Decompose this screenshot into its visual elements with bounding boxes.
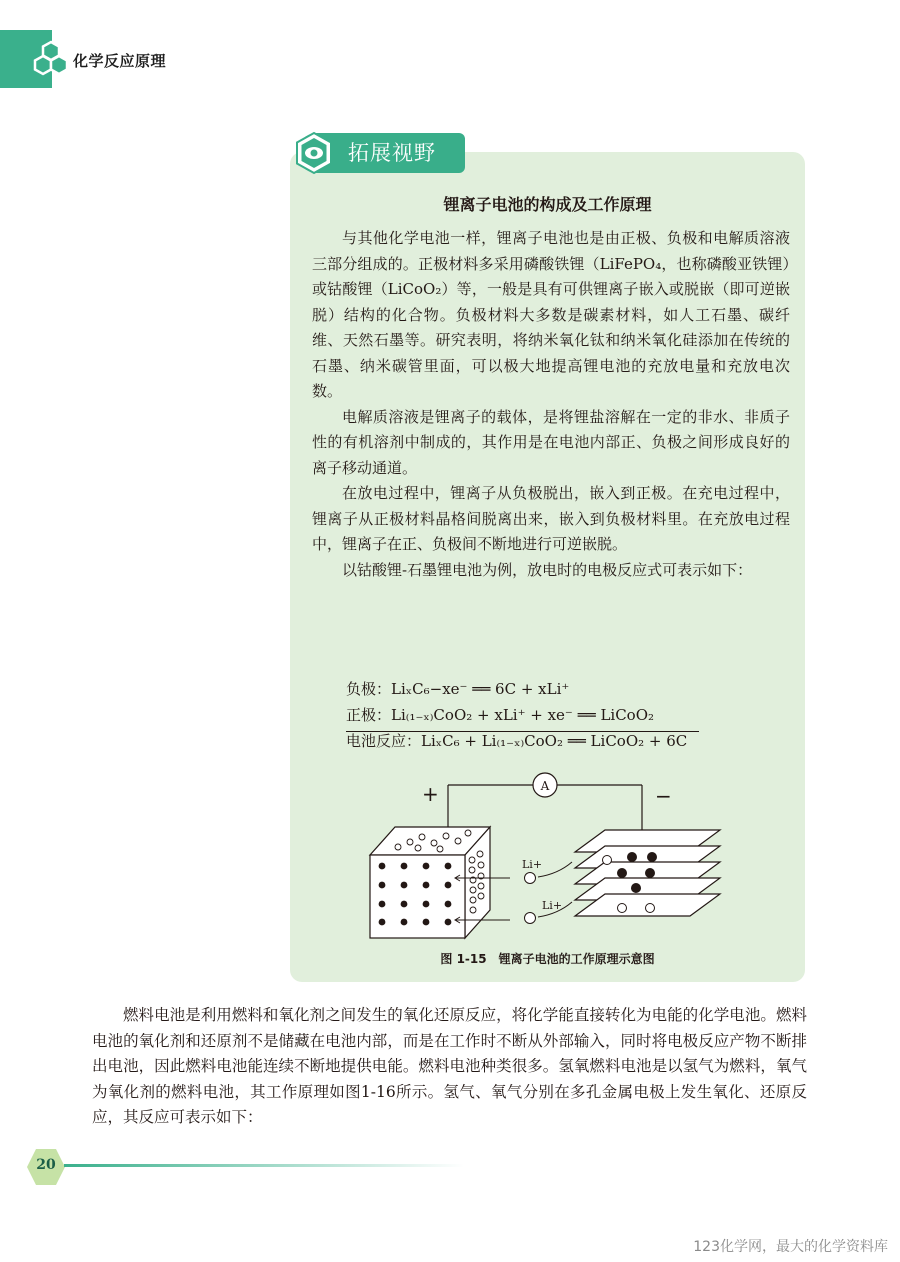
equation-label: 电池反应：: [346, 732, 422, 750]
electrode-equations: [346, 676, 687, 754]
box-body: [312, 226, 790, 583]
page-number: 20: [36, 1157, 56, 1173]
eye-hexagon-icon: [292, 131, 336, 175]
ion-label: Li+: [522, 858, 543, 871]
box-paragraph: 在放电过程中，锂离子从负极脱出，嵌入到正极。在充电过程中，锂离子从正极材料晶格间脱离出来，嵌入到负极材料里。在充放电过程中，锂离子在正、负极间不断地进行可逆嵌脱。: [312, 484, 790, 553]
equation-label: 正极：: [346, 706, 392, 724]
figure-caption: 图 1-15 锂离子电池的工作原理示意图: [440, 952, 655, 966]
equation-text: LiₓC₆ + Li₍₁₋ₓ₎CoO₂ ══ LiCoO₂ + 6C: [421, 732, 688, 750]
box-title: 锂离子电池的构成及工作原理: [443, 195, 652, 214]
equation-text: LiₓC₆−xe⁻ ══ 6C + xLi⁺: [391, 680, 570, 698]
battery-diagram: [360, 770, 740, 940]
equation-divider: [346, 731, 699, 732]
equation-text: Li₍₁₋ₓ₎CoO₂ + xLi⁺ + xe⁻ ══ LiCoO₂: [391, 706, 655, 724]
section-tab-label: 拓展视野: [348, 141, 436, 165]
footer-line: [64, 1164, 464, 1167]
box-paragraph: 与其他化学电池一样，锂离子电池也是由正极、负极和电解质溶液三部分组成的。正极材料多采用磷酸铁锂（LiFePO₄，也称磷酸亚铁锂）或钴酸锂（LiCoO₂）等，一般是具有可供锂离子嵌入或脱嵌（即可逆嵌脱）结构的化合物。负极材料大多数是碳素材料，如人工石墨、碳纤维、天然石墨等。研究表明，将纳米氧化钛和纳米氧化硅添加在传统的石墨、纳米碳管里面，可以极大地提高锂电池的充放电量和充放电次数。: [312, 229, 790, 400]
main-paragraph: 燃料电池是利用燃料和氧化剂之间发生的氧化还原反应，将化学能直接转化为电能的化学电池。燃料电池的氧化剂和还原剂不是储藏在电池内部，而是在工作时不断从外部输入，同时将电极反应产物不断排出电池，因此燃料电池能连续不断地提供电能。燃料电池种类很多。氢氧燃料电池是以氢气为燃料，氧气为氧化剂的燃料电池，其工作原理如图1-16所示。氢气、氧气分别在多孔金属电极上发生氧化、还原反应，其反应可表示如下：: [92, 1006, 807, 1126]
ammeter-label: A: [540, 779, 550, 793]
watermark: 123化学网，最大的化学资料库: [693, 1239, 888, 1255]
box-paragraph: 电解质溶液是锂离子的载体，是将锂盐溶解在一定的非水、非质子性的有机溶剂中制成的，其作用是在电池内部正、负极之间形成良好的离子移动通道。: [312, 407, 790, 477]
lithium-ion-circle: [525, 913, 536, 924]
positive-equation: [346, 702, 687, 728]
plus-sign: +: [422, 782, 439, 806]
minus-sign: −: [655, 784, 672, 808]
main-body: [92, 1003, 807, 1131]
negative-equation: [346, 676, 687, 702]
hexagon-molecule-icon: [28, 38, 74, 84]
chapter-title: 化学反应原理: [73, 52, 167, 70]
lithium-ion-circle: [525, 873, 536, 884]
ion-label: Li+: [542, 899, 563, 912]
equation-label: 负极：: [346, 680, 392, 698]
box-paragraph: 以钴酸锂-石墨锂电池为例，放电时的电极反应式可表示如下：: [342, 560, 753, 579]
